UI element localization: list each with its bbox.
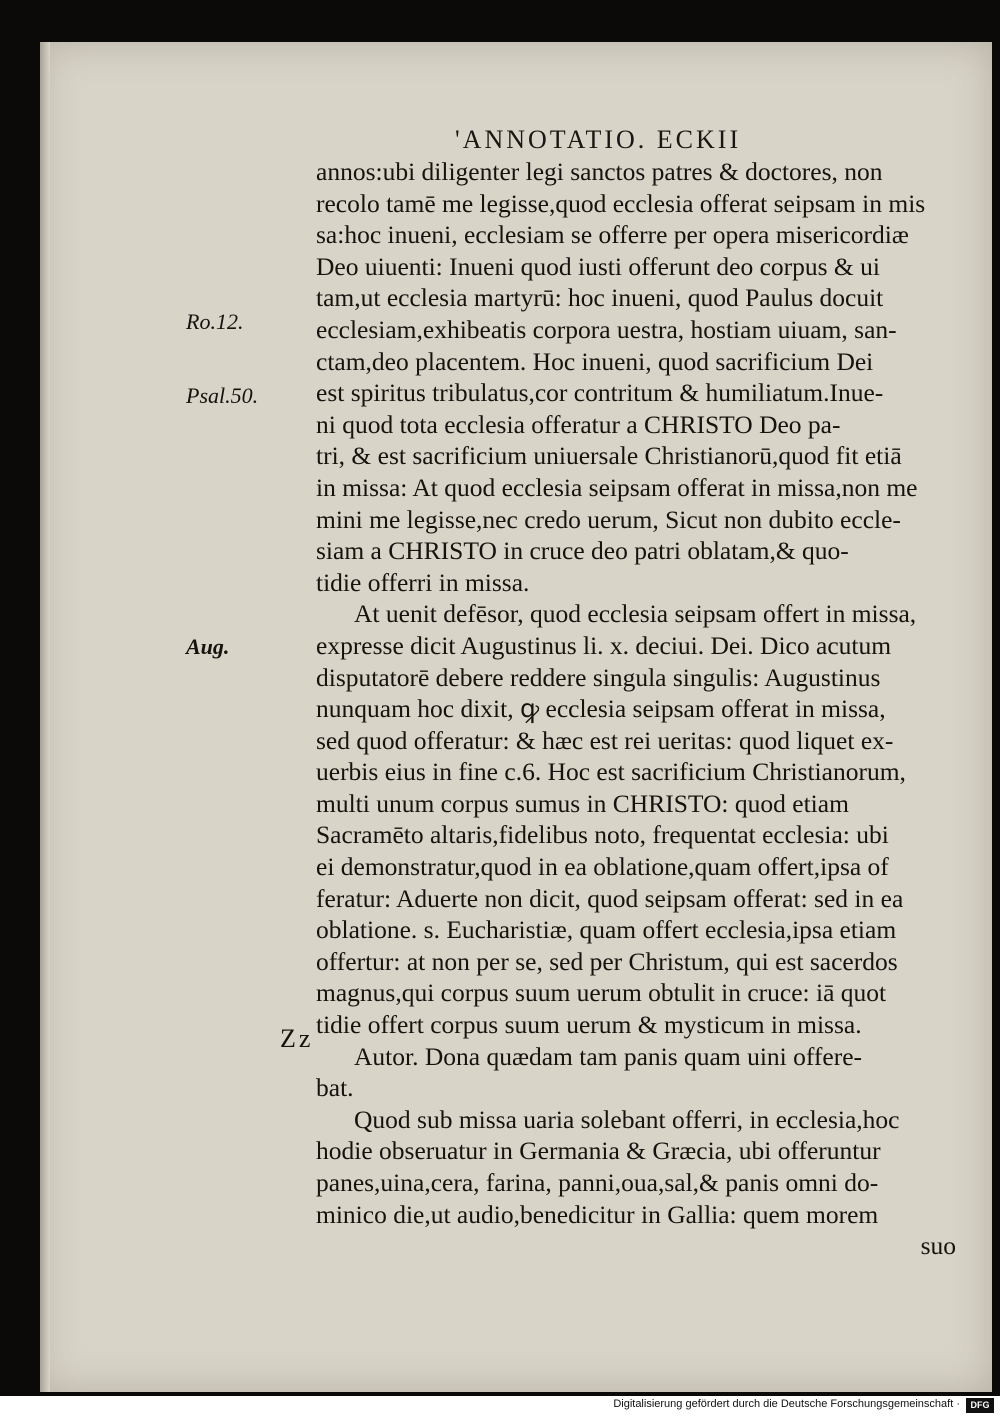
page-gutter-shadow <box>40 42 50 1392</box>
text-line: tidie offerri in missa. <box>316 567 530 597</box>
margin-note-augustine: Aug. <box>186 634 230 659</box>
text-line: annos:ubi diligenter legi sanctos patres & doctores, non <box>316 157 883 186</box>
text-line: multi unum corpus sumus in CHRISTO: quod etiam <box>316 788 849 818</box>
funding-credit: Digitalisierung gefördert durch die Deutsche Forschungsgemeinschaft · <box>613 1398 960 1410</box>
text-line: sa:hoc inueni, ecclesiam se offerre per opera misericordiæ <box>316 220 909 250</box>
text-line: Sacramēto altaris,fidelibus noto, frequentat ecclesia: ubi <box>316 820 889 850</box>
text-line: recolo tamē me legisse,quod ecclesia offerat seipsam in mis <box>316 188 926 218</box>
text-line: tidie offert corpus suum uerum & mysticum in missa. <box>316 1010 862 1040</box>
text-line: uerbis eius in fine c.6. Hoc est sacrificium Christianorum, <box>316 757 906 787</box>
text-line: ecclesiam,exhibeatis corpora uestra, hostiam uiuam, san- <box>316 314 897 344</box>
text-line: ni quod tota ecclesia offeratur a CHRISTO Deo pa- <box>316 409 841 439</box>
text-line: Autor. Dona quædam tam panis quam uini offere- <box>354 1041 863 1071</box>
text-line: sed quod offeratur: & hæc est rei ueritas: quod liquet ex- <box>316 725 894 755</box>
text-line: hodie obseruatur in Germania & Græcia, ubi offeruntur <box>316 1136 881 1166</box>
text-line: disputatorē debere reddere singula singulis: Augustinus <box>316 662 881 692</box>
text-line: ei demonstratur,quod in ea oblatione,quam offert,ipsa of <box>316 852 889 882</box>
text-line: Quod sub missa uaria solebant offerri, in ecclesia,hoc <box>354 1104 900 1134</box>
text-line: oblatione. s. Eucharistiæ, quam offert ecclesia,ipsa etiam <box>316 915 897 945</box>
margin-note-romans: Ro.12. <box>186 309 244 334</box>
text-line: bat. <box>316 1073 354 1103</box>
text-line: feratur: Aduerte non dicit, quod seipsam offerat: sed in ea <box>316 883 904 913</box>
text-line: offertur: at non per se, sed per Christum, qui est sacerdos <box>316 946 898 976</box>
text-line: siam a CHRISTO in cruce deo patri oblatam,& quo- <box>316 536 849 566</box>
running-header: 'ANNOTATIO. ECKII <box>455 125 742 154</box>
text-line: est spiritus tribulatus,cor contritum & humiliatum.Inue- <box>316 378 884 408</box>
text-line: At uenit defēsor, quod ecclesia seipsam offert in missa, <box>354 599 917 629</box>
text-line: nunquam hoc dixit, ꝙ ecclesia seipsam offerat in missa, <box>316 694 886 724</box>
text-line: ctam,deo placentem. Hoc inueni, quod sacrificium Dei <box>316 346 874 376</box>
text-line: tri, & est sacrificium uniuersale Christianorū,quod fit etiā <box>316 441 902 471</box>
text-line: tam,ut ecclesia martyrū: hoc inueni, quod Paulus docuit <box>316 283 884 313</box>
text-line: magnus,qui corpus suum uerum obtulit in cruce: iā quot <box>316 978 887 1008</box>
text-line: expresse dicit Augustinus li. x. deciui. Dei. Dico acutum <box>316 630 892 660</box>
text-line: minico die,ut audio,benedicitur in Gallia: quem morem <box>316 1199 879 1229</box>
body-text <box>316 156 956 1262</box>
text-line: mini me legisse,nec credo uerum, Sicut non dubito eccle- <box>316 504 901 534</box>
margin-note-psalm: Psal.50. <box>186 383 259 408</box>
signature-mark: Zz <box>280 1024 314 1053</box>
text-line: Deo uiuenti: Inueni quod iusti offerunt deo corpus & ui <box>316 251 880 281</box>
dfg-logo: DFG <box>966 1398 994 1413</box>
text-line: panes,uina,cera, farina, panni,oua,sal,& panis omni do- <box>316 1168 879 1197</box>
catchword: suo <box>920 1231 956 1261</box>
text-line: in missa: At quod ecclesia seipsam offerat in missa,non me <box>316 472 918 502</box>
